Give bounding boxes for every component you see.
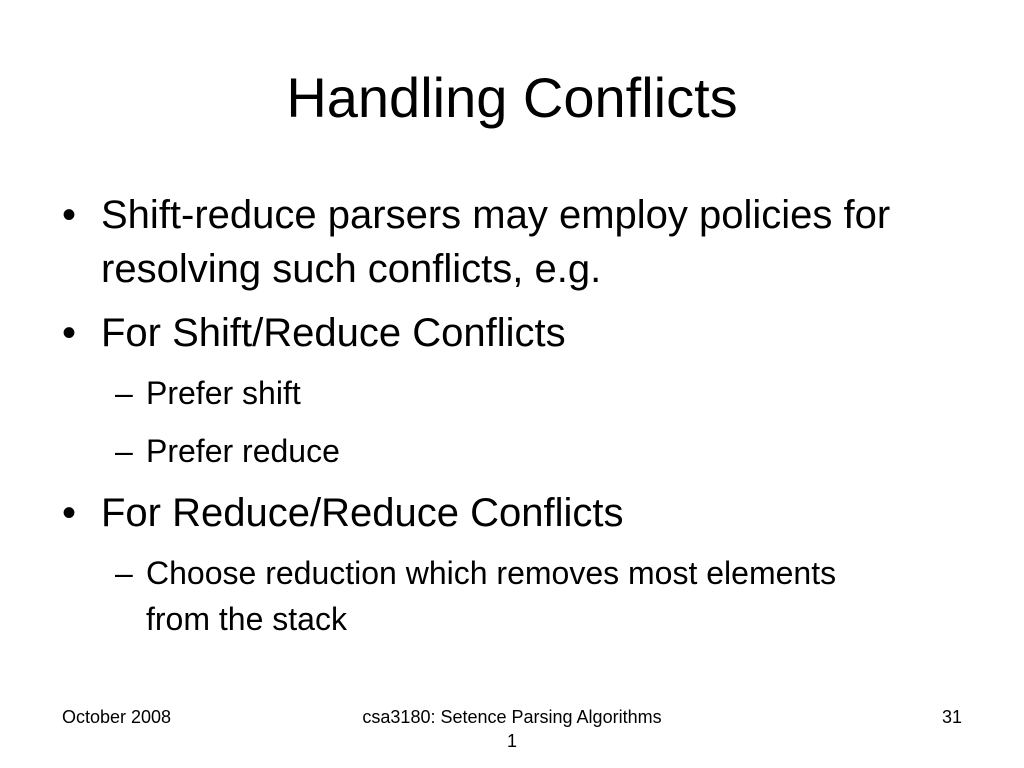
footer-course: csa3180: Setence Parsing Algorithms 1 [362,707,662,751]
sub-bullet-item [0,428,1024,474]
sub-bullet-item [0,550,1024,642]
sub-bullet-marker: – [115,375,133,411]
bullet-marker: • [62,311,77,355]
sub-bullet-text: Choose reduction which removes most elements from the stack [146,555,837,637]
slide-title: Handling Conflicts [286,66,738,129]
slide-content [0,188,1024,654]
bullet-text: Shift-reduce parsers may employ policies for resolving such conflicts, e.g. [101,193,891,291]
bullet-marker: • [62,193,77,237]
bullet-item [0,188,1024,296]
sub-bullet-marker: – [115,555,133,591]
footer-page-number: 31 [941,707,962,727]
sub-bullet-marker: – [115,433,133,469]
sub-bullet-item [0,370,1024,416]
bullet-item [0,486,1024,540]
bullet-text: For Reduce/Reduce Conflicts [101,491,624,535]
bullet-text: For Shift/Reduce Conflicts [101,311,566,355]
sub-bullet-text: Prefer shift [146,375,301,411]
bullet-item [0,306,1024,360]
bullet-marker: • [62,491,77,535]
footer-date: October 2008 [62,707,172,727]
sub-bullet-text: Prefer reduce [146,433,340,469]
